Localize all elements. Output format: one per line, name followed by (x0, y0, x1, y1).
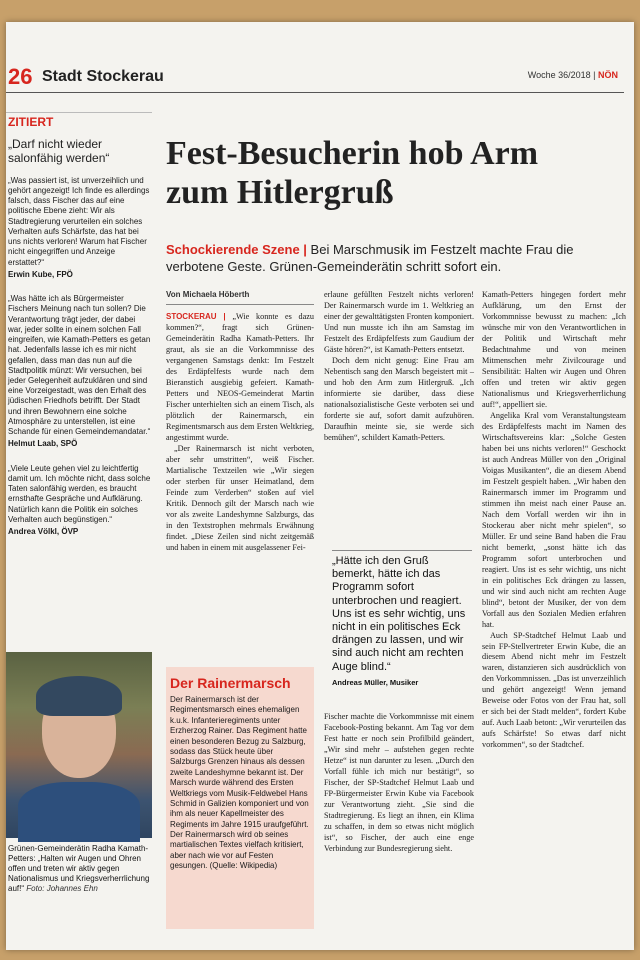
paragraph: Fischer machte die Vorkommnisse mit einem Facebook-Posting bekannt. Am Tag vor dem Fest hatte er noch sein Profilbild geändert, „Wir sind mehr – aufstehen gegen rechte Hetze“ ist nun darunter zu lesen. „Durch den Vorfall fühle ich mich nur bestätigt“, so Fischer, der SP-Stadtchef Helmut Laab und FP-Bürgermeister Erwin Kube via Facebook zur Verantwortung zieht. „Sie sind die Stadtregierung. Es liegt an ihnen, ein Klima zu schaffen, in dem so etwas nicht möglich ist“, so Fischer, der auch eine enge Verbindung zur Bundesregierung sieht. (324, 712, 474, 853)
paragraph: „Der Rainermarsch ist nicht verboten, aber sehr umstritten“, weiß Fischer. Martialische Textzeilen wie „Wir siegen oder sterben für unser Heimatland, dem Feinde zum Verderben“ stoßen auf viel Kritik. Dennoch gilt der Marsch nach wie vor als zweite Landeshymne Salzburgs, das in den Textstrophen mehrmals Erwähnung findet. „Diese Zeilen sind nicht zeitgemäß und haben in einem mit ausgelassener Fei- (166, 443, 314, 552)
kicker-label: Schockierende Szene | (166, 242, 307, 257)
quote-text: „Was passiert ist, ist unverzeihlich und gehört angezeigt! Ich finde es allerdings falsch, dass Fischer das auf eine politische Ebene zieht: Wir als Stadtregierung verurteilen ein solches Verhalten aufs Schärfste, das hat bei uns nichts verloren! Warum hat Fischer nicht eingegriffen und Anzeige erstattet?“ (8, 175, 150, 267)
photo-credit: Foto: Johannes Ehn (26, 884, 98, 893)
article-subtitle (166, 242, 626, 276)
sidebar-label: ZITIERT (6, 112, 152, 129)
quote-item (8, 294, 152, 450)
section-title: Stadt Stockerau (42, 68, 164, 85)
article-column-1 (166, 312, 314, 554)
article-column-2b (324, 712, 474, 855)
paragraph: Kamath-Petters hingegen fordert mehr Aufklärung, um den Ernst der Vorkommnisse bewusst zu machen: „Ich wünsche mir von den Verantwortlichen in der Politik und Wirtschaft mehr Bedachtnahme und von meinen Mitmenschen mehr Zivilcourage und Sensibilität: Halten wir Augen und Ohren offen und treten wir aktiv gegen Nationalismus und Kriegsverherrlichung auf!“, appelliert sie. (482, 290, 626, 409)
byline: Von Michaela Höberth (166, 290, 250, 299)
header-rule (6, 92, 624, 93)
brand-logo: NÖN (598, 70, 618, 80)
info-box-text: Der Rainermarsch ist der Regimentsmarsch eines ehemaligen k.u.k. Infanterieregiments unter Erzherzog Rainer. Das Regiment hatte einen besonderen Bezug zu Salzburg, sodass das Stück heute über Salzburgs Grenzen hinaus als dessen zweite Landeshymne bekannt ist. Der Marsch wurde während des Ersten Weltkriegs vom Musik-Feldwebel Hans Schmid in Galizien komponiert und von ihm als neuer Kapellmeister des Regiments im Jahre 1915 uraufgeführt. Der Rainermarsch wird ob seines martialischen Textes vielfach kritisiert, aber nach wie vor auf Festen gesungen. (Quelle: Wikipedia) (170, 695, 309, 871)
quote-text: „Was hätte ich als Bürgermeister Fischers Meinung nach tun sollen? Die Verantwortung trägt jeder, der dabei war, jeder sollte in einem solchen Fall eingreifen, wie Kamath-Petters es getan hat. Jedenfalls lasse ich es mir nicht gefallen, dass man das nun auf die Stadtpolitik münzt: Wir versuchen, bei jeder Gelegenheit aufzuklären und sind eine Vorzeigestadt, was den Erhalt des jüdischen Friedhofs betrifft. Der Stadt und ihren Bewohnern eine solche Atmosphäre zu unterstellen, ist eine Schande für einen Gemeindemandatar.“ (8, 294, 151, 437)
sidebar-headline: „Darf nicht wieder salonfähig werden“ (8, 137, 110, 166)
newspaper-page (6, 22, 634, 950)
portrait-shoulders (18, 782, 140, 842)
article-title: Fest-Besucherin hob Arm zum Hitlergruß (166, 135, 539, 212)
dateline: STOCKERAU | (166, 312, 226, 321)
quote-author: Andrea Völkl, ÖVP (8, 527, 79, 537)
paragraph: Auch SP-Stadtchef Helmut Laab und sein FP-Stellvertreter Erwin Kube, die an diesem Abend nicht mehr im Festzelt waren, distanzieren sich ausdrücklich von den Vorkommnissen. „Das ist unverzeihlich und gehört angezeigt! Wenn jemand Beweise oder Fotos von der Frau hat, soll er sich bei der Stadt melden“, fordert Kube auf. Auch Laab betont: „Wir verurteilen das aufs Schärfste! So etwas darf nicht vorkommen“, so der Stadtchef. (482, 630, 626, 750)
quote-item (8, 464, 152, 538)
photo-caption (8, 844, 154, 894)
info-box (166, 667, 314, 929)
paragraph: erlaune gefüllten Festzelt nichts verloren! Der Rainermarsch wurde im 1. Weltkrieg an einer der gewalttätigsten Fronten komponiert. Und nun musste ich ihn am Samstag im Festzelt des Erdäpfelfests zum Gaudium der Gäste hören?“, ist Kamath-Petters entsetzt. (324, 290, 474, 354)
quote-sidebar (6, 112, 152, 551)
article-column-3 (482, 290, 626, 751)
pull-quote (332, 550, 472, 687)
issue-week: Woche 36/2018 | NÖN (527, 70, 618, 80)
pull-quote-source: Andreas Müller, Musiker (332, 677, 419, 687)
page-number: 26 (8, 64, 33, 89)
portrait-headscarf (36, 676, 122, 716)
quote-text: „Viele Leute gehen viel zu leichtfertig damit um. Ich möchte nicht, dass solche Taten salonfähig werden, es braucht ernsthafte Gespräche und Aufklärung. Natürlich kann die Politik ein solches Verhalten auch begünstigen.“ (8, 463, 151, 524)
subtitle-text: Bei Marschmusik im Festzelt machte Frau die verbotene Geste. Grünen-Gemeinderätin schritt sofort ein. (166, 242, 574, 274)
caption-text: Grünen-Gemeinderätin Radha Kamath-Petters: „Halten wir Augen und Ohren offen und treten wir aktiv gegen Nationalismus und Kriegsverherrlichung auf!“ (8, 844, 150, 893)
week-label: Woche 36/2018 (527, 70, 591, 80)
quote-item (8, 176, 152, 280)
byline-rule (166, 304, 314, 305)
paragraph: Doch dem nicht genug: Eine Frau am Nebentisch sang den Marsch begeistert mit – und hob den Arm zum Hitlergruß. „Ich informierte sie darüber, dass diese nationalsozialistische Geste verboten sei und forderte sie auf, sofort damit aufzuhören. Daraufhin meinte sie, sie werde sich bemühen“, schildert Kamath-Petters. (324, 355, 474, 442)
portrait-photo (6, 652, 152, 838)
paragraph-text: „Wie konnte es dazu kommen?“, fragt sich Grünen-Gemeinderätin Radha Kamath-Petters. Ihr graut, als sie an die Vorkommnisse des vergangenen Samstags denkt: Im Festzelt des Erdäpfelfests wurde nach dem Bieranstich ausgiebig gefeiert. Kamath-Petters und NEOS-Gemeinderat Martin Fischer unterhielten sich an einem Tisch, als plötzlich der Rainermarsch, ein Regimentsmarsch aus dem Ersten Weltkrieg, angestimmt wurde. (166, 312, 315, 442)
quote-author: Helmut Laab, SPÖ (8, 439, 78, 449)
paragraph: Angelika Kral vom Veranstaltungsteam des Erdäpfelfests macht im Namen des Wirtschaftsvereins klar: „Solche Gesten haben bei uns nichts verloren!“ Geschockt ist auch Andreas Müller von den „Original Voigas Musikanten“, die an diesem Abend im Festzelt gespielt haben. „Wir haben den Rainermarsch immer im Programm und stimmen ihn meist nach einer Pause an. Nach dem Vorfall werden wir ihn in Stockerau aber nicht mehr spielen“, so Müller. Er und seine Band haben die Frau nicht bemerkt, „sonst hätte ich das Programm sofort unterbrochen und reagiert. Uns ist es sehr wichtig, uns nicht in ein politisches Eck drängen zu lassen, und wir sind auch nicht am rechten Auge blind“, betont der Musiker, der von dem Vorfall aus den Sozialen Medien erfahren hat. (482, 410, 626, 629)
pull-quote-text: „Hätte ich den Gruß bemerkt, hätte ich das Programm sofort unterbrochen und reagiert. Uns ist es sehr wichtig, uns nicht in ein politisches Eck drängen zu lassen, und wir sind auch nicht am rechten Auge blind.“ (332, 555, 466, 673)
info-box-title: Der Rainermarsch (170, 675, 291, 691)
article-column-2 (324, 290, 474, 444)
paragraph (166, 312, 314, 444)
quote-author: Erwin Kube, FPÖ (8, 269, 73, 279)
